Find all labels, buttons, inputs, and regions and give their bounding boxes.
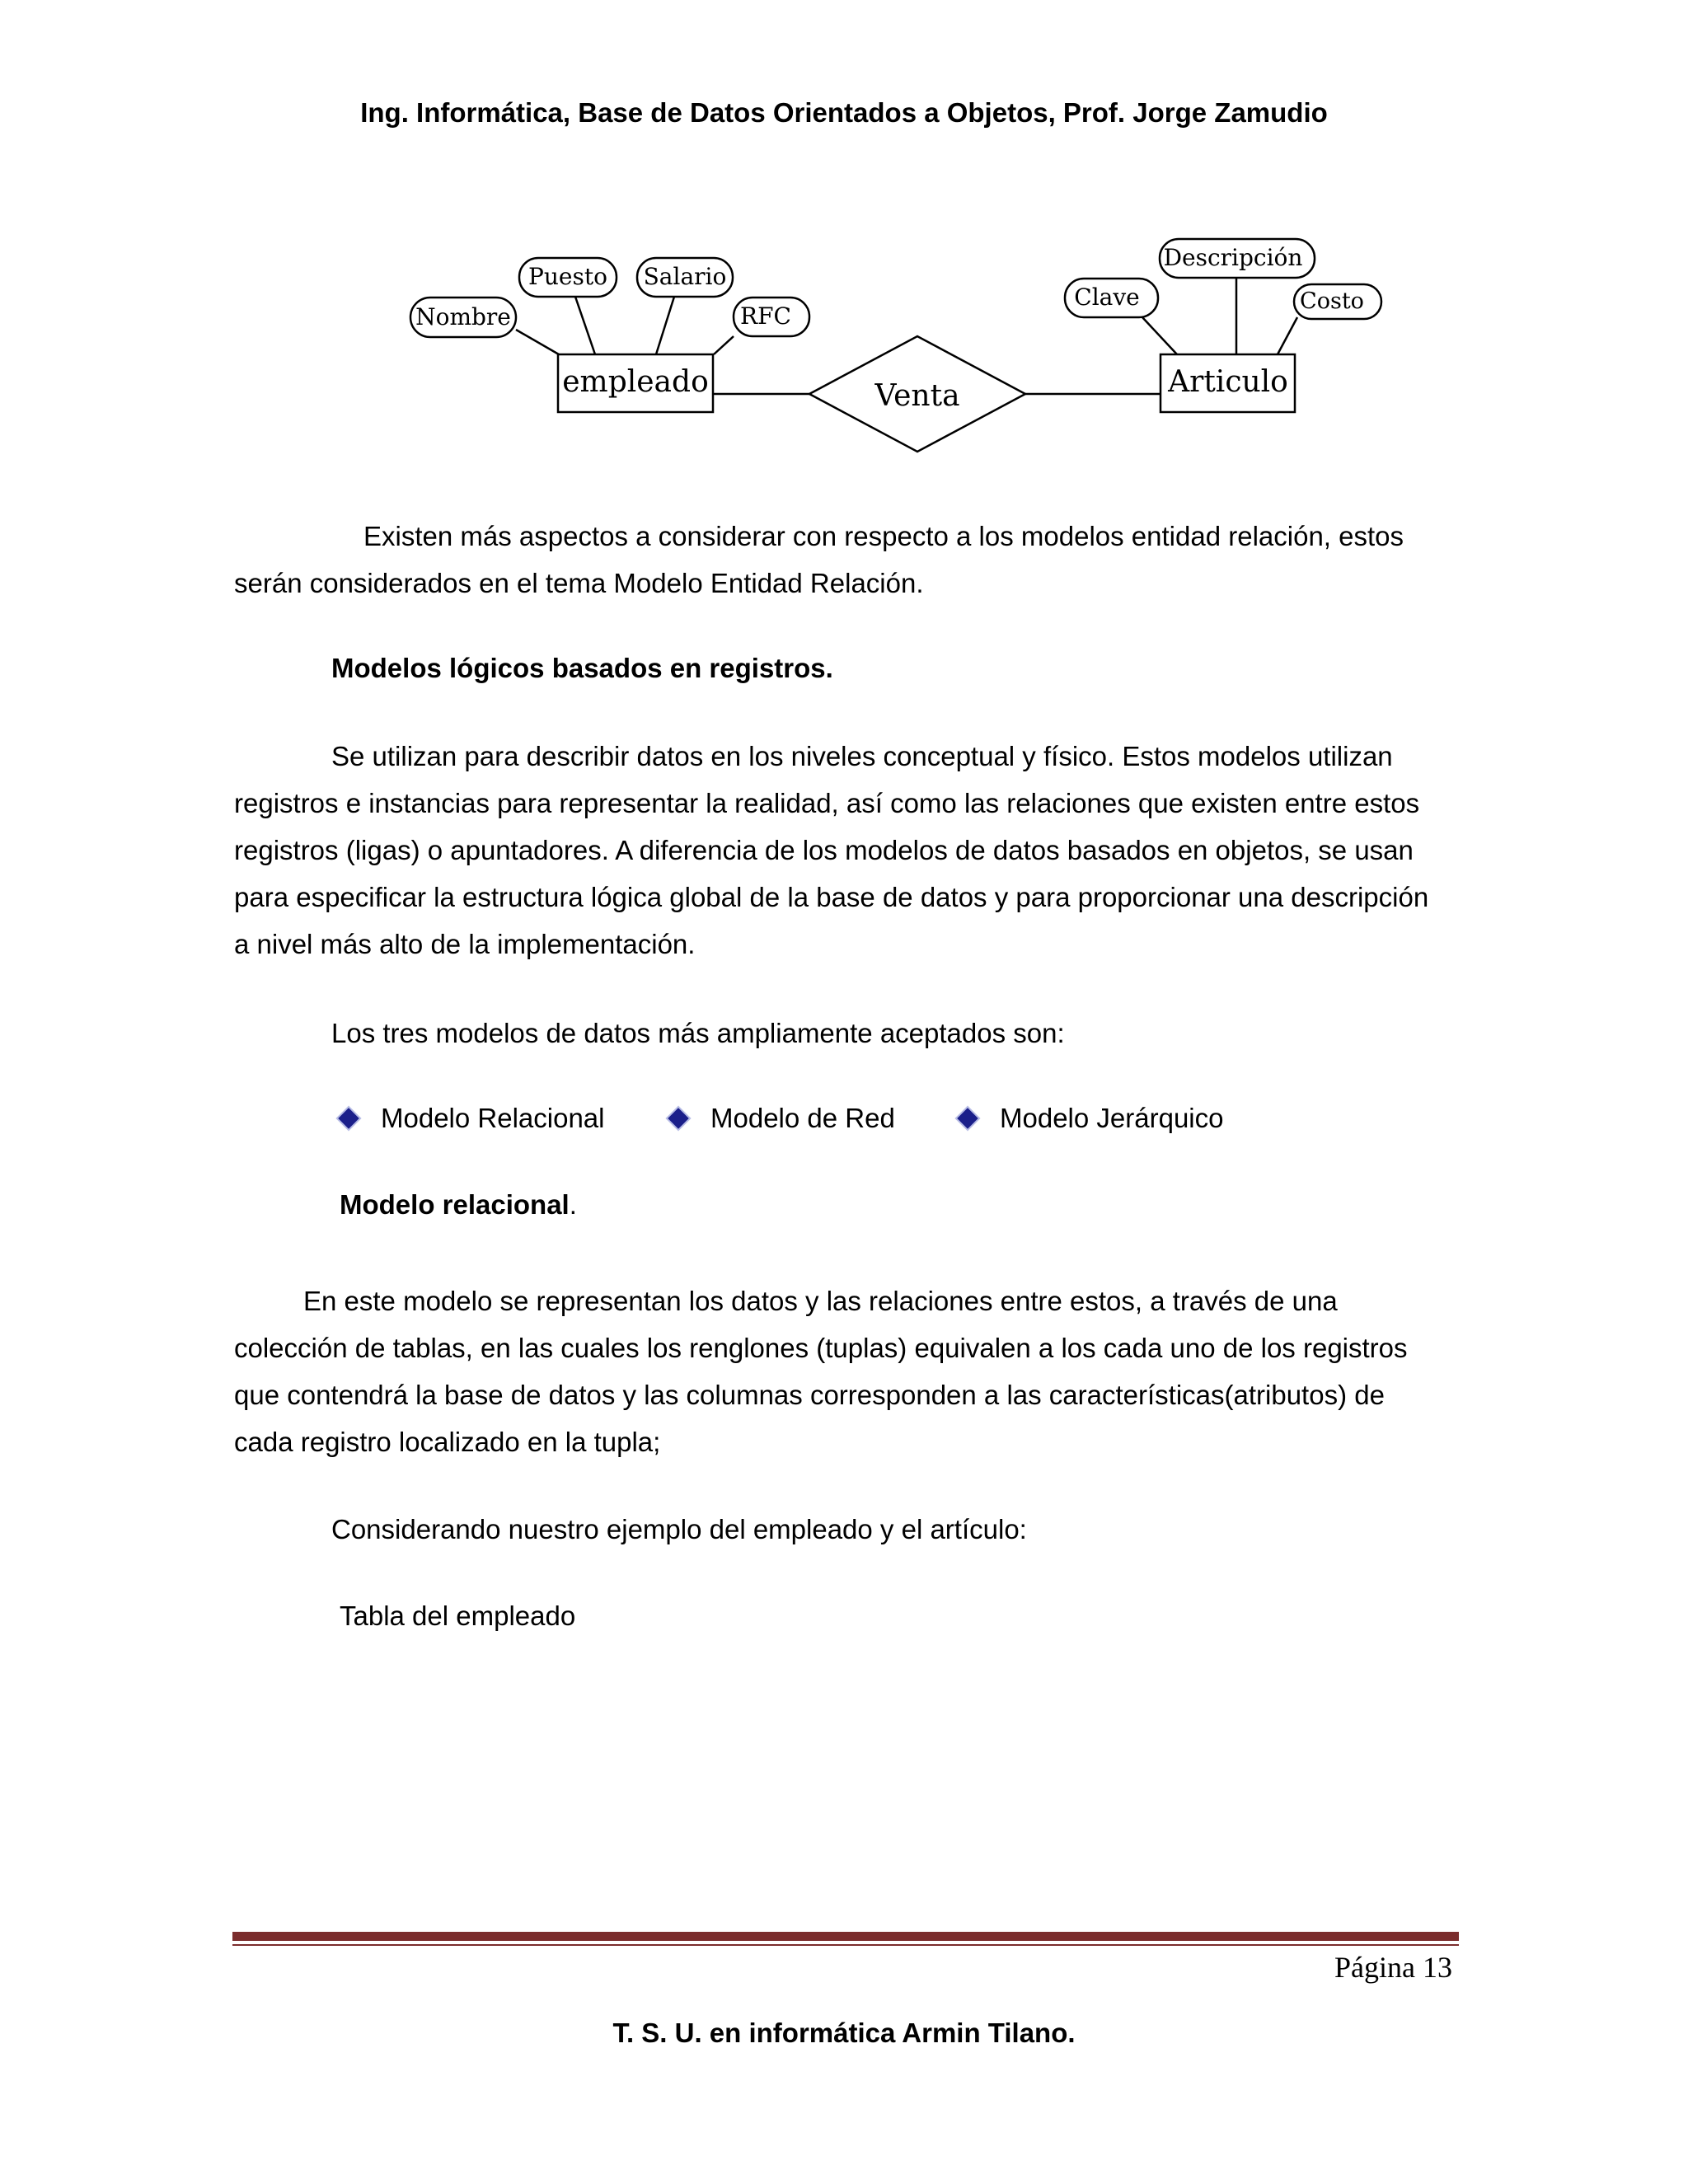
attribute-label-nombre: Nombre — [415, 303, 511, 330]
attribute-label-clave: Clave — [1074, 284, 1140, 311]
paragraph-2-line-1: Se utilizan para describir datos en los niveles conceptual y físico. Estos modelos utilizan — [331, 741, 1393, 771]
connector-puesto — [575, 297, 595, 354]
bullet-item-relational — [341, 1094, 605, 1141]
paragraph-4-line-2: colección de tablas, en las cuales los renglones (tuplas) equivalen a los cada uno de los registros — [234, 1333, 1408, 1363]
attribute-label-salario: Salario — [643, 263, 727, 290]
relationship-label-venta: Venta — [874, 379, 960, 413]
bullet-label: Modelo de Red — [710, 1103, 895, 1133]
attribute-label-puesto: Puesto — [528, 263, 607, 290]
er-diagram — [0, 0, 1688, 478]
entity-label-articulo: Articulo — [1168, 365, 1288, 399]
connector-costo — [1278, 317, 1297, 354]
page-header-title: Ing. Informática, Base de Datos Orientados a Objetos, Prof. Jorge Zamudio — [360, 97, 1328, 128]
connector-salario — [656, 297, 674, 354]
diamond-bullet-icon — [957, 1108, 978, 1128]
paragraph-3: Los tres modelos de datos más ampliamente aceptados son: — [331, 1018, 1065, 1048]
attribute-label-rfc: RFC — [740, 302, 791, 330]
section-heading-relational-model — [340, 1181, 577, 1228]
paragraph-6: Tabla del empleado — [340, 1601, 576, 1631]
section-heading-logical-models: Modelos lógicos basados en registros. — [331, 653, 833, 683]
heading-period: . — [569, 1189, 577, 1220]
attribute-label-costo: Costo — [1300, 288, 1364, 314]
bullet-item-hierarchical — [960, 1094, 1223, 1141]
diamond-bullet-icon — [338, 1108, 359, 1128]
connector-clave — [1142, 317, 1177, 354]
connector-nombre — [516, 330, 559, 354]
paragraph-4-line-4: cada registro localizado en la tupla; — [234, 1427, 661, 1457]
page-number: Página 13 — [1334, 1951, 1452, 1984]
bullet-label: Modelo Jerárquico — [1000, 1103, 1224, 1133]
heading-text: Modelo relacional — [340, 1189, 570, 1220]
bullet-item-network — [671, 1094, 895, 1141]
footer-divider-thin — [232, 1944, 1459, 1946]
paragraph-2-line-5: a nivel más alto de la implementación. — [234, 929, 696, 959]
paragraph-1-line-2: serán considerados en el tema Modelo Entidad Relación. — [234, 568, 924, 598]
paragraph-1-line-1: Existen más aspectos a considerar con respecto a los modelos entidad relación, estos — [363, 521, 1404, 551]
paragraph-5: Considerando nuestro ejemplo del empleado y el artículo: — [331, 1514, 1027, 1544]
attribute-label-descripcion: Descripción — [1163, 244, 1303, 271]
footer-credit: T. S. U. en informática Armin Tilano. — [612, 2018, 1076, 2048]
paragraph-4-line-1: En este modelo se representan los datos y las relaciones entre estos, a través de una — [303, 1286, 1338, 1316]
diamond-bullet-icon — [668, 1108, 688, 1128]
paragraph-4-line-3: que contendrá la base de datos y las columnas corresponden a las características(atributos) de — [234, 1380, 1385, 1410]
connector-rfc — [714, 336, 734, 354]
paragraph-2-line-2: registros e instancias para representar la realidad, así como las relaciones que existen entre estos — [234, 788, 1420, 818]
entity-label-empleado: empleado — [562, 365, 709, 399]
footer-divider-thick — [232, 1932, 1459, 1941]
bullet-label: Modelo Relacional — [381, 1103, 605, 1133]
paragraph-2-line-3: registros (ligas) o apuntadores. A diferencia de los modelos de datos basados en objetos, se usan — [234, 835, 1414, 865]
paragraph-2-line-4: para especificar la estructura lógica global de la base de datos y para proporcionar una descripción — [234, 882, 1429, 912]
